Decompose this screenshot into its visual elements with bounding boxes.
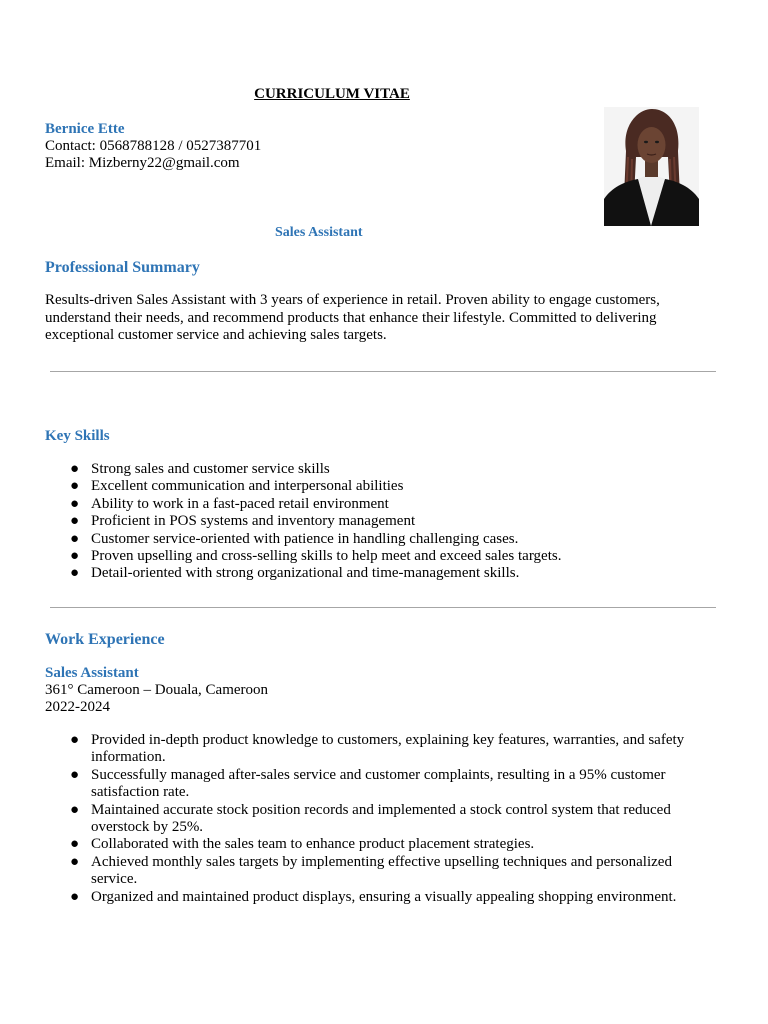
list-item: ● Organized and maintained product displays, ensuring a visually appealing shopping environment. bbox=[70, 888, 677, 905]
list-item: ● Successfully managed after-sales service and customer complaints, resulting in a 95% customer satisfaction rate. bbox=[70, 766, 666, 801]
bullet-icon: ● bbox=[70, 853, 80, 870]
document-title: CURRICULUM VITAE bbox=[254, 86, 410, 102]
list-item: ● Provided in-depth product knowledge to customers, explaining key features, warranties, and safety information. bbox=[70, 732, 685, 766]
bullet-icon: ● bbox=[70, 478, 80, 495]
bullet-icon: ● bbox=[70, 513, 80, 530]
bullet-icon: ● bbox=[70, 801, 80, 818]
bullet-icon: ● bbox=[70, 888, 80, 905]
candidate-name: Bernice Ette bbox=[45, 121, 125, 137]
target-role: Sales Assistant bbox=[275, 225, 363, 240]
job-title: Sales Assistant bbox=[45, 665, 139, 681]
bullet-icon: ● bbox=[70, 565, 80, 582]
duties-list bbox=[0, 732, 708, 906]
list-item: ● Customer service-oriented with patience in handling challenging cases. bbox=[70, 530, 519, 547]
list-item: ● Proficient in POS systems and inventory management bbox=[70, 513, 416, 530]
list-item: ● Ability to work in a fast-paced retail environment bbox=[70, 495, 389, 512]
bullet-icon: ● bbox=[70, 530, 80, 547]
job-company: 361° Cameroon – Douala, Cameroon bbox=[45, 682, 269, 698]
contact-phone: Contact: 0568788128 / 0527387701 bbox=[45, 138, 262, 154]
profile-photo-image bbox=[604, 107, 699, 226]
job-period: 2022-2024 bbox=[45, 699, 110, 715]
skills-heading: Key Skills bbox=[45, 428, 110, 444]
section-divider bbox=[50, 371, 716, 372]
experience-heading: Work Experience bbox=[45, 631, 165, 648]
bullet-icon: ● bbox=[70, 836, 80, 853]
list-item: ● Achieved monthly sales targets by implementing effective upselling techniques and personalized service. bbox=[70, 853, 672, 888]
bullet-icon: ● bbox=[70, 548, 80, 565]
list-item: ● Strong sales and customer service skills bbox=[70, 461, 330, 477]
list-item: ● Proven upselling and cross-selling skills to help meet and exceed sales targets. bbox=[70, 548, 562, 565]
bullet-icon: ● bbox=[70, 461, 80, 477]
bullet-icon: ● bbox=[70, 732, 80, 748]
list-item: ● Collaborated with the sales team to enhance product placement strategies. bbox=[70, 836, 535, 853]
bullet-icon: ● bbox=[70, 766, 80, 783]
summary-heading: Professional Summary bbox=[45, 259, 200, 276]
contact-email: Email: Mizberny22@gmail.com bbox=[45, 155, 240, 171]
list-item: ● Detail-oriented with strong organizational and time-management skills. bbox=[70, 565, 520, 582]
list-item: ● Maintained accurate stock position records and implemented a stock control system that reduced overstock by 25%. bbox=[70, 801, 671, 836]
summary-text: Results-driven Sales Assistant with 3 years of experience in retail. Proven ability to engage customers, understand their needs, and recommend products that enhance their lifestyle. Committed to delivering exceptional customer service and achieving sales targets. bbox=[45, 292, 660, 343]
section-divider bbox=[50, 607, 716, 608]
bullet-icon: ● bbox=[70, 495, 80, 512]
list-item: ● Excellent communication and interpersonal abilities bbox=[70, 478, 404, 495]
profile-photo bbox=[604, 107, 699, 226]
skills-list bbox=[0, 461, 708, 583]
